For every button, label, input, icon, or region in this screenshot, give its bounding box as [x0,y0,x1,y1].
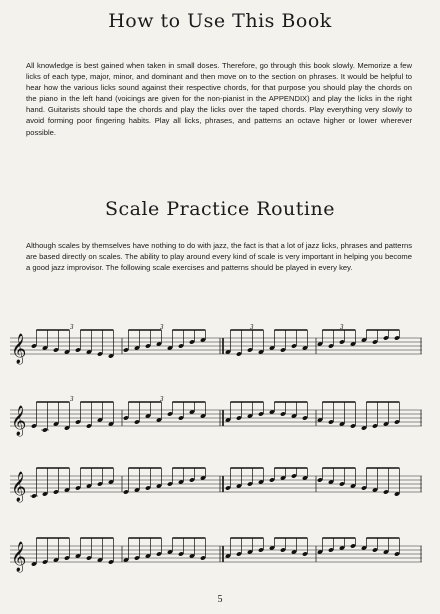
music-staff-3 [10,466,422,502]
treble-clef-icon: 𝄞 [11,542,27,572]
how-to-use-paragraph: All knowledge is best gained when taken in small doses. Therefore, go through this book slowly. Memorize a few licks of each type, major, minor, and dominant and then move on to the section on phrases. It would be helpful to hear how the various licks sound against their respective chords, for that purpose you should play the chords on the piano in the left hand (voicings are given for the non-pianist in the APPENDIX) and play the licks in the right hand. Guitarists should tape the chords and play the licks over the taped chords. Play everything very slowly to avoid forming poor fingering habits. Play all licks, phrases, and patterns an octave higher or lower wherever possible. [26,61,412,137]
section-title-scale-practice: Scale Practice Routine [105,198,335,220]
treble-clef-icon: 𝄞 [11,406,27,436]
music-staff-2 [10,395,422,436]
triplet-mark: 3 [160,323,164,331]
music-staff-1 [10,323,422,364]
triplet-mark: 3 [70,395,74,403]
triplet-mark: 3 [70,323,74,331]
music-staff-4 [10,536,422,572]
treble-clef-icon: 𝄞 [11,334,27,364]
treble-clef-icon: 𝄞 [11,472,27,502]
triplet-mark: 3 [340,323,344,331]
triplet-mark: 3 [250,323,254,331]
scale-practice-paragraph: Although scales by themselves have nothing to do with jazz, the fact is that a lot of jazz licks, phrases and patterns are based directly on scales. The ability to play around every kind of scale is very important in helping you become a good jazz improvisor. The following scale exercises and patterns should be played in every key. [26,241,412,273]
page-number: 5 [217,594,223,605]
section-title-how-to-use: How to Use This Book [108,10,332,32]
triplet-mark: 3 [160,395,164,403]
